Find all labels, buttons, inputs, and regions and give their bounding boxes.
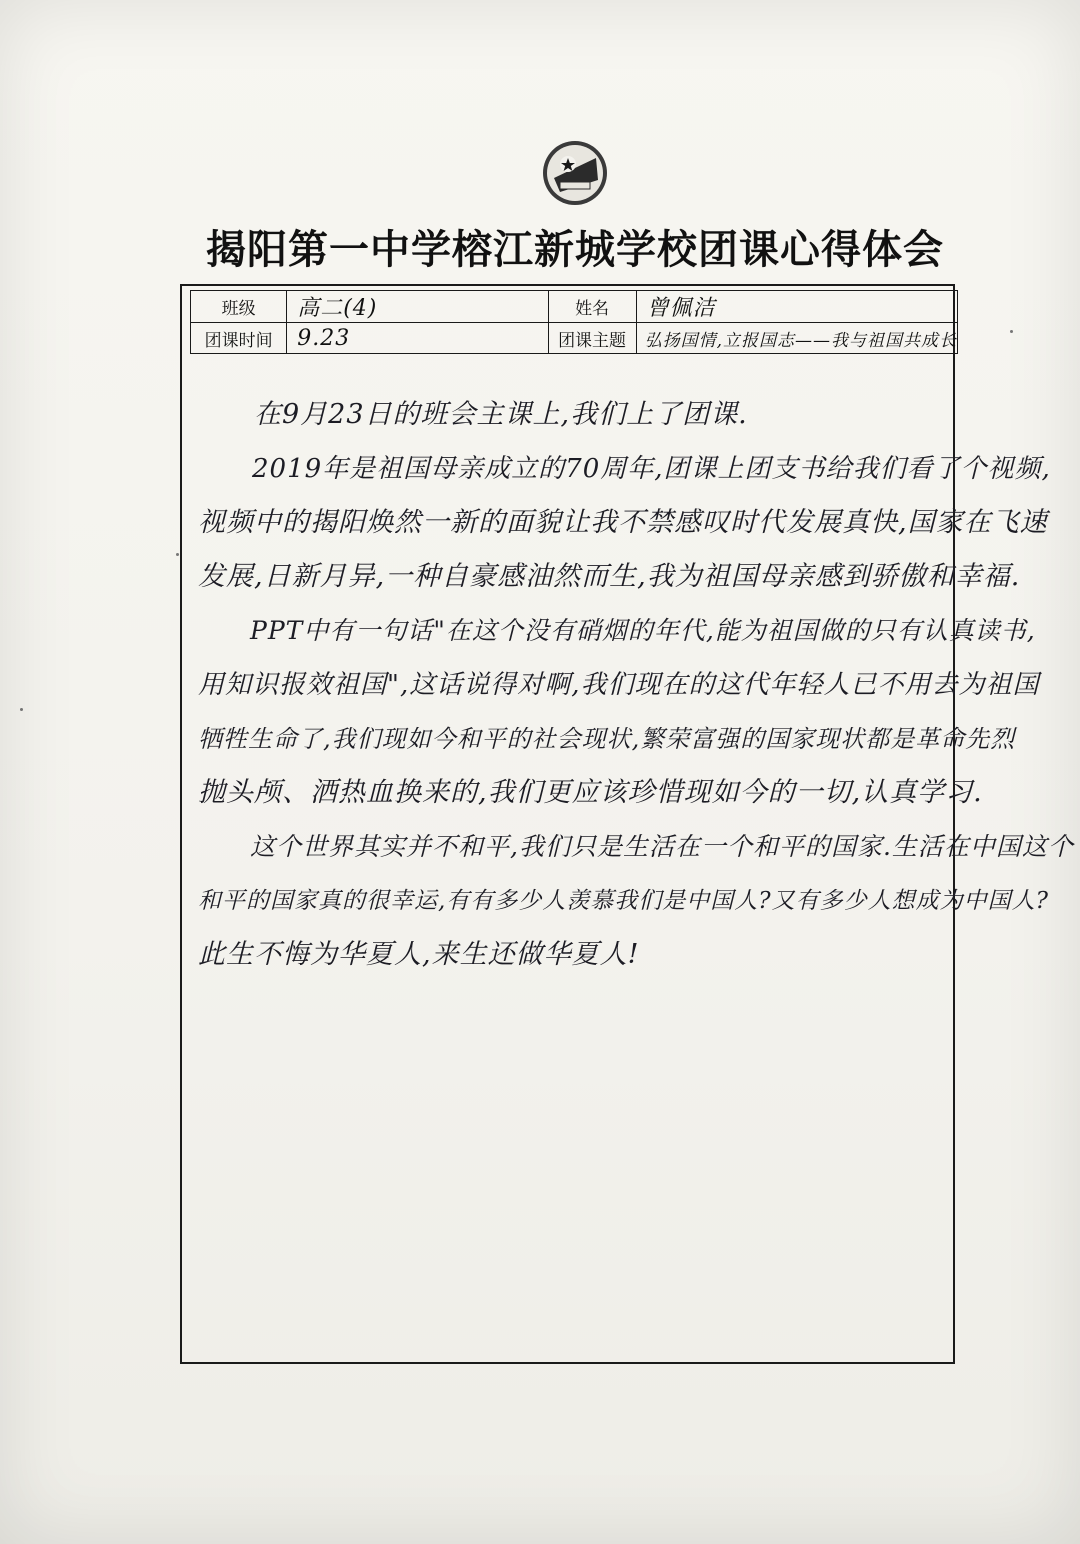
essay-line: 牺牲生命了,我们现如今和平的社会现状,繁荣富强的国家现状都是革命先烈: [198, 725, 1016, 753]
document-title: 揭阳第一中学榕江新城学校团课心得体会: [206, 227, 944, 273]
essay-line: 2019年是祖国母亲成立的70周年,团课上团支书给我们看了个视频,: [198, 454, 1051, 484]
ink-speck: [1010, 330, 1013, 333]
name-label: 姓名: [548, 291, 636, 323]
name-value: 曾佩洁: [636, 291, 957, 323]
essay-line: PPT中有一句话"在这个没有硝烟的年代,能为祖国做的只有认真读书,: [198, 616, 1036, 645]
theme-label: 团课主题: [548, 323, 636, 354]
essay-line: 和平的国家真的很幸运,有有多少人羡慕我们是中国人?又有多少人想成为中国人?: [198, 888, 1049, 914]
essay-line: 这个世界其实并不和平,我们只是生活在一个和平的国家.生活在中国这个: [198, 832, 1074, 861]
theme-value: 弘扬国情,立报国志——我与祖国共成长: [636, 323, 957, 354]
ink-speck: [20, 708, 23, 711]
time-label: 团课时间: [191, 323, 287, 354]
essay-line: 用知识报效祖国",这话说得对啊,我们现在的这代年轻人已不用去为祖国: [198, 670, 1040, 700]
essay-line: 在9月23日的班会主课上,我们上了团课.: [198, 399, 748, 430]
essay-line: 发展,日新月异,一种自豪感油然而生,我为祖国母亲感到骄傲和幸福.: [198, 561, 1021, 592]
essay-line: 抛头颅、洒热血换来的,我们更应该珍惜现如今的一切,认真学习.: [198, 777, 983, 808]
essay-line: 此生不悔为华夏人,来生还做华夏人!: [198, 939, 640, 970]
class-value: 高二(4): [287, 291, 548, 323]
essay-body: [198, 388, 1074, 982]
essay-line: 视频中的揭阳焕然一新的面貌让我不禁感叹时代发展真快,国家在飞速: [198, 507, 1048, 538]
info-table: [190, 290, 958, 354]
time-value: 9.23: [287, 323, 548, 354]
class-label: 班级: [191, 291, 287, 323]
ink-speck: [176, 553, 179, 556]
youth-league-emblem-icon: [540, 138, 610, 208]
info-row-1: [191, 291, 958, 323]
info-row-2: [191, 323, 958, 354]
